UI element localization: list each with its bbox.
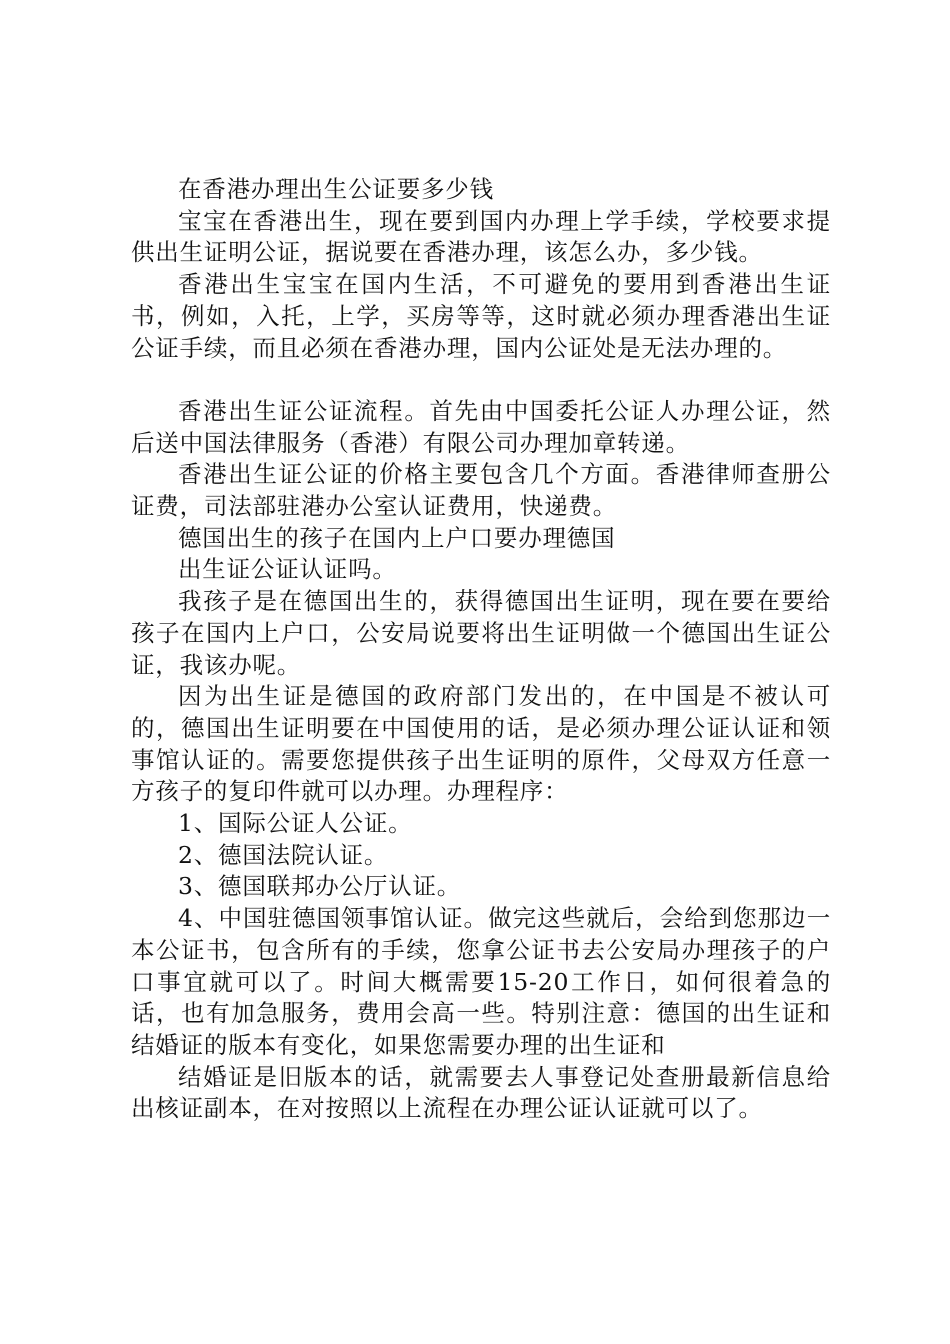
paragraph-question-de: 我孩子是在德国出生的，获得德国出生证明，现在要在要给孩子在国内上户口，公安局说要将出生证明做一个德国出生证公证，我该办呢。 bbox=[131, 587, 831, 679]
list-item-step-1: 1、国际公证人公证。 bbox=[178, 809, 413, 838]
paragraph-gap bbox=[131, 364, 831, 396]
list-item-step-3: 3、德国联邦办公厅认证。 bbox=[178, 872, 462, 901]
paragraph-de-heading-1: 德国出生的孩子在国内上户口要办理德国 bbox=[178, 523, 616, 552]
document-body bbox=[131, 174, 831, 1125]
paragraph-de-heading-2: 出生证公证认证吗。 bbox=[178, 555, 397, 584]
paragraph-note-old-version: 结婚证是旧版本的话，就需要去人事登记处查册最新信息给出核证副本，在对按照以上流程在办理公证认证就可以了。 bbox=[131, 1062, 831, 1123]
paragraph-hk-price: 香港出生证公证的价格主要包含几个方面。香港律师查册公证费，司法部驻港办公室认证费用，快递费。 bbox=[131, 460, 831, 521]
paragraph-question-hk: 宝宝在香港出生，现在要到国内办理上学手续，学校要求提供出生证明公证，据说要在香港办理，该怎么办，多少钱。 bbox=[131, 206, 831, 267]
paragraph-hk-usage: 香港出生宝宝在国内生活，不可避免的要用到香港出生证书，例如，入托，上学，买房等等，这时就必须办理香港出生证公证手续，而且必须在香港办理，国内公证处是无法办理的。 bbox=[131, 270, 831, 362]
paragraph-de-explanation: 因为出生证是德国的政府部门发出的，在中国是不被认可的，德国出生证明要在中国使用的话，是必须办理公证认证和领事馆认证的。需要您提供孩子出生证明的原件，父母双方任意一方孩子的复印件就可以办理。办理程序： bbox=[131, 682, 831, 806]
list-item-step-4: 4、中国驻德国领事馆认证。做完这些就后，会给到您那边一本公证书，包含所有的手续，您拿公证书去公安局办理孩子的户口事宜就可以了。时间大概需要15-20工作日，如何很着急的话，也有加急服务，费用会高一些。特别注意：德国的出生证和结婚证的版本有变化，如果您需要办理的出生证和 bbox=[131, 904, 831, 1059]
document-title: 在香港办理出生公证要多少钱 bbox=[178, 175, 494, 203]
paragraph-hk-process: 香港出生证公证流程。首先由中国委托公证人办理公证，然后送中国法律服务（香港）有限公司办理加章转递。 bbox=[131, 396, 831, 457]
list-item-step-2: 2、德国法院认证。 bbox=[178, 840, 389, 869]
